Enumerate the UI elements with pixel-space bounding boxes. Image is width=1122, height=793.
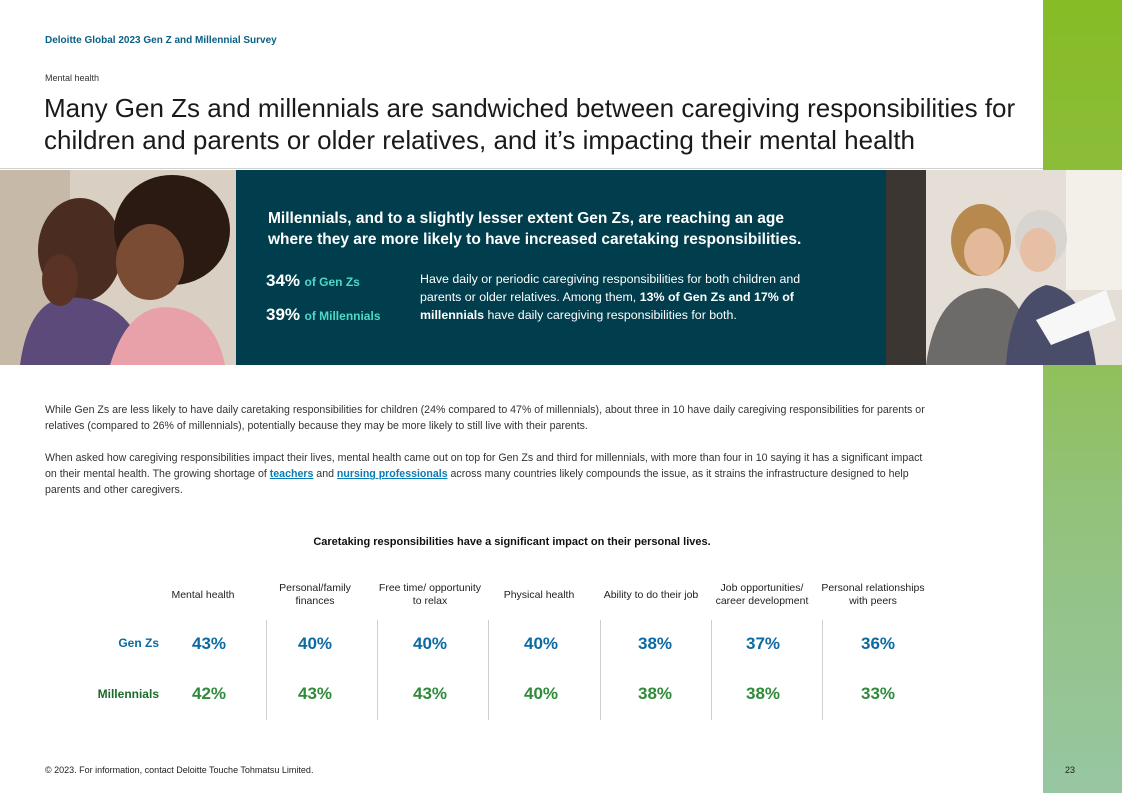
banner-desc-bold: 13% of Gen Zs and 17% of millennials xyxy=(420,290,794,322)
gen-z-value: 36% xyxy=(860,634,896,653)
banner-desc-part: Have daily or periodic caregiving responsibilities for both children and parents or older relatives. Among them, xyxy=(420,272,801,304)
footer-copyright: © 2023. For information, contact Deloitte Touche Tohmatsu Limited. xyxy=(45,765,314,775)
page-headline: Many Gen Zs and millennials are sandwiched between caregiving responsibilities for children and parents or older relatives, and it’s impacting their mental health xyxy=(44,93,1016,155)
father-daughter-photo xyxy=(0,170,236,365)
decorative-green-sidebar xyxy=(1043,0,1122,793)
banner-desc-part: have daily caregiving responsibilities for both. xyxy=(484,308,737,322)
caregiving-banner xyxy=(0,170,1122,365)
stat-group-label: of Millennials xyxy=(304,309,381,323)
banner-description xyxy=(420,270,840,324)
gen-z-value: 38% xyxy=(637,634,673,653)
banner-lead-text: Millennials, and to a slightly lesser extent Gen Zs, are reaching an age where they are more likely to have increased caretaking responsibilities. xyxy=(268,210,802,248)
millennial-value: 43% xyxy=(297,684,333,703)
column-header: Mental health xyxy=(171,588,235,601)
survey-title: Deloitte Global 2023 Gen Z and Millennial Survey xyxy=(45,35,277,46)
gen-z-value: 37% xyxy=(745,634,781,653)
column-header: Job opportunities/ career development xyxy=(715,582,809,607)
millennial-value: 38% xyxy=(637,684,673,703)
row-label-gen-z: Gen Zs xyxy=(118,636,159,650)
millennial-value: 33% xyxy=(860,684,896,703)
stat-percent: 34% xyxy=(266,271,301,290)
millennial-value: 38% xyxy=(745,684,781,703)
paragraph-text: across many countries likely compounds the issue, as it strains the infrastructure designed to help parents and other caregivers. xyxy=(45,468,909,496)
nursing-professionals-link[interactable]: nursing professionals xyxy=(336,468,448,480)
gen-z-value: 43% xyxy=(191,634,227,653)
column-header: Free time/ opportunity to relax xyxy=(378,582,482,607)
column-header: Physical health xyxy=(503,588,575,601)
gen-z-value: 40% xyxy=(523,634,559,653)
table-title: Caretaking responsibilities have a significant impact on their personal lives. xyxy=(313,536,711,548)
column-header: Personal relationships with peers xyxy=(821,582,925,607)
millennial-value: 42% xyxy=(191,684,227,703)
caregiving-stats-panel xyxy=(236,170,886,365)
teachers-link[interactable]: teachers xyxy=(269,468,314,480)
caregiver-elder-photo xyxy=(886,170,1122,365)
page-number: 23 xyxy=(1065,765,1076,775)
paragraph-text: and xyxy=(313,468,337,480)
stat-percent: 39% xyxy=(266,305,301,324)
body-paragraph-2 xyxy=(45,450,925,498)
stat-group-label: of Gen Zs xyxy=(304,275,360,289)
paragraph-text: When asked how caregiving responsibilities impact their lives, mental health came out on top for Gen Zs and third for millennials, with more than four in 10 saying it has a significant impact on their mental health. The growing shortage of xyxy=(45,452,923,480)
column-header: Ability to do their job xyxy=(603,588,699,601)
millennial-value: 40% xyxy=(523,684,559,703)
stat-gen-z xyxy=(266,271,360,291)
millennial-value: 43% xyxy=(412,684,448,703)
column-header: Personal/family finances xyxy=(279,582,351,607)
section-label: Mental health xyxy=(45,73,100,83)
header-divider xyxy=(0,168,1043,169)
body-paragraph-1: While Gen Zs are less likely to have daily caretaking responsibilities for children (24% compared to 47% of millennials), about three in 10 have daily caregiving responsibilities for parents or relatives (compared to 26% of millennials), potentially because they may be more likely to still live with their parents. xyxy=(45,404,925,432)
stat-millennials xyxy=(266,305,381,325)
row-label-millennials: Millennials xyxy=(97,687,159,701)
gen-z-value: 40% xyxy=(412,634,448,653)
gen-z-value: 40% xyxy=(297,634,333,653)
